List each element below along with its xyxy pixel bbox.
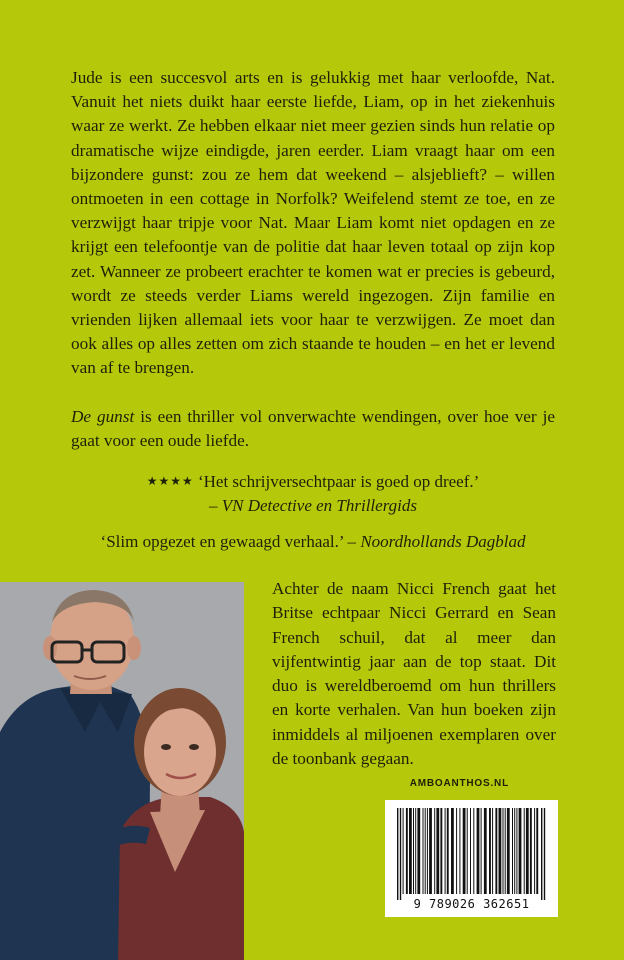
barcode-bar	[467, 808, 468, 894]
barcode	[385, 800, 558, 917]
barcode-bar	[514, 808, 515, 894]
barcode-bar	[429, 808, 432, 894]
barcode-bar	[470, 808, 471, 894]
barcode-bar	[477, 808, 480, 894]
barcode-bar	[409, 808, 412, 894]
barcode-bar	[495, 808, 497, 894]
barcode-bar	[541, 808, 542, 900]
barcode-bar	[473, 808, 474, 894]
barcode-bar	[403, 808, 404, 894]
barcode-bar	[503, 808, 504, 894]
book-title: De gunst	[71, 406, 135, 426]
barcode-bar	[507, 808, 510, 894]
barcode-bar	[406, 808, 408, 894]
barcode-bar	[413, 808, 414, 894]
blurb-paragraph-2	[71, 405, 555, 453]
barcode-bar	[415, 808, 416, 894]
blurb-paragraph-2-text: is een thriller vol onverwachte wendingen, over hoe ver je gaat voor een oude liefde.	[71, 406, 556, 450]
review-quote-2-source: Noordhollands Dagblad	[360, 532, 526, 551]
isbn-number: 9 789026 362651	[413, 897, 530, 911]
barcode-bar	[524, 808, 525, 894]
barcode-bar	[440, 808, 442, 894]
review-quote-2	[71, 530, 555, 554]
barcode-bar	[519, 808, 522, 894]
author-bio-text: Achter de naam Nicci French gaat het Britse echtpaar Nicci Gerrard en Sean French schuil, dat al meer dan vijfentwintig jaar aan de top staat. Dit duo is wereldberoemd om hun thrillers en korte verhalen. Van hun boeken zijn inmiddels al miljoenen exemplaren over de toonbank gegaan.	[272, 579, 556, 769]
barcode-bar	[451, 808, 454, 894]
barcode-bar	[534, 808, 535, 894]
barcode-bar	[447, 808, 449, 894]
rating-stars: ★★★★	[146, 474, 194, 488]
barcode-bar	[489, 808, 491, 894]
barcode-bar	[397, 808, 398, 900]
barcode-bar	[434, 808, 435, 894]
barcode-bar	[423, 808, 424, 894]
barcode-bar	[499, 808, 502, 894]
author-photo	[0, 582, 244, 960]
barcode-bar	[463, 808, 466, 894]
barcode-bar	[484, 808, 487, 894]
blurb	[71, 66, 555, 453]
barcode-bar	[417, 808, 420, 894]
review-quote-2-text: ‘Slim opgezet en gewaagd verhaal.’ –	[100, 532, 361, 551]
barcode-bar	[536, 808, 538, 894]
review-quote-1-source: – VN Detective en Thrillergids	[208, 496, 418, 515]
barcode-bar	[505, 808, 506, 894]
author-bio	[272, 577, 556, 771]
barcode-bar	[459, 808, 460, 894]
barcode-bar	[445, 808, 446, 894]
author-photo-illustration	[0, 582, 244, 960]
barcode-bar	[516, 808, 517, 894]
barcode-bar	[544, 808, 545, 900]
barcode-bar	[456, 808, 457, 894]
review-quote-1	[71, 469, 555, 518]
barcode-bar	[481, 808, 482, 894]
publisher-url: AMBOANTHOS.NL	[409, 778, 509, 789]
barcode-bar	[400, 808, 401, 900]
barcode-bar	[526, 808, 529, 894]
review-quote-1-text: ‘Het schrijversechtpaar is goed op dreef.’	[193, 472, 480, 491]
barcode-bar	[425, 808, 426, 894]
barcode-bar	[436, 808, 439, 894]
barcode-bar	[530, 808, 532, 894]
blurb-paragraph-1: Jude is een succesvol arts en is gelukkig met haar verloofde, Nat. Vanuit het niets duikt haar eerste liefde, Liam, op in het ziekenhuis waar ze werkt. Ze hebben elkaar niet meer gezien sinds hun relatie op dramatische wijze eindigde, jaren eerder. Liam vraagt haar om een bijzondere gunst: zou ze hem dat weekend – alsjeblieft? – willen ontmoeten in een cottage in Norfolk? Weifelend stemt ze toe, en ze verzwijgt haar tripje voor Nat. Maar Liam komt niet opdagen en ze krijgt een telefoontje van de politie dat haar leven totaal op zijn kop zet. Wanneer ze probeert erachter te komen wat er precies is gebeurd, wordt ze steeds verder Liams wereld ingezogen. Zijn familie en vrienden lijken allemaal iets voor haar te verzwijgen. Ze moet dan ook alles op alles zetten om zich staande te houden – en het er levend van af te brengen.	[71, 68, 555, 378]
barcode-bar	[512, 808, 513, 894]
barcode-bar	[427, 808, 428, 894]
barcode-bar	[492, 808, 493, 894]
